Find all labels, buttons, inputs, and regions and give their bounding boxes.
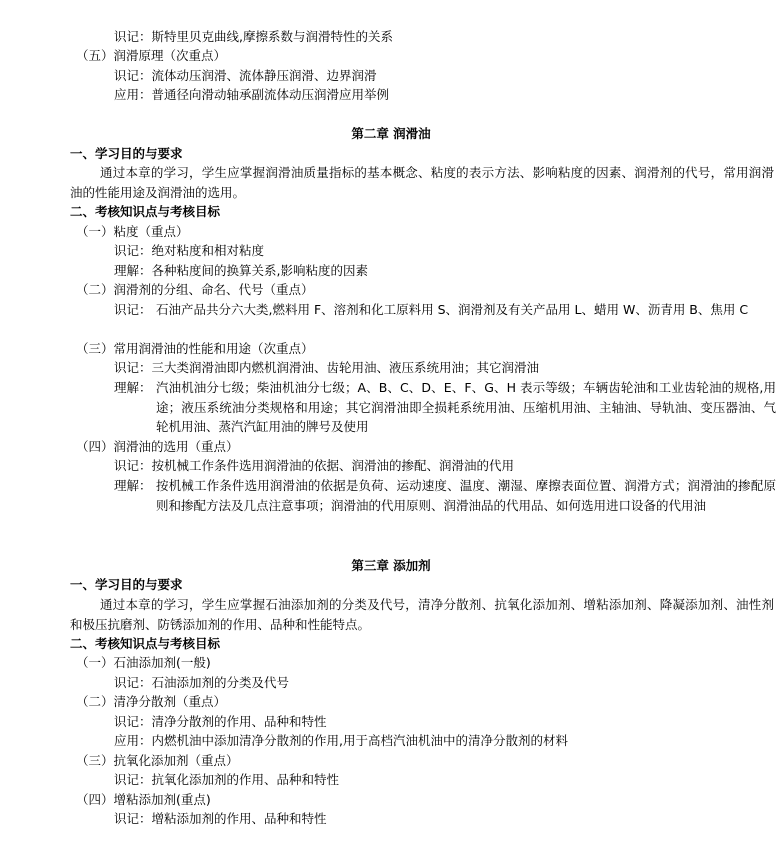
- item-text: 按机械工作条件选用润滑油的依据、润滑油的掺配、润滑油的代用: [151, 458, 515, 473]
- item-text: 内燃机油中添加清净分散剂的作用,用于高档汽油机油中的清净分散剂的材料: [151, 733, 568, 748]
- heading-objectives: 一、学习目的与要求: [70, 577, 183, 592]
- heading-objectives: 一、学习目的与要求: [70, 146, 183, 161]
- item-label: 识记：: [114, 243, 152, 258]
- intro-paragraph: 通过本章的学习，学生应掌握润滑油质量指标的基本概念、粘度的表示方法、影响粘度的因素、润滑剂的代号，常用润滑油的性能用途及润滑油的选用。: [70, 165, 774, 200]
- item-text: 抗氧化添加剂的作用、品种和特性: [151, 772, 340, 787]
- section-heading: （三）抗氧化添加剂（重点）: [76, 753, 239, 768]
- item-label: 应用：: [114, 87, 152, 102]
- item-line: [114, 261, 368, 281]
- item-line: [114, 673, 289, 693]
- item-text: 各种粘度间的换算关系,影响粘度的因素: [151, 263, 368, 278]
- item-line: [114, 66, 377, 86]
- item-text: 流体动压润滑、流体静压润滑、边界润滑: [151, 68, 377, 83]
- item-line: [114, 241, 264, 261]
- item-line: [114, 27, 393, 47]
- item-label: 应用：: [114, 733, 152, 748]
- item-block: [114, 378, 776, 437]
- item-text: 绝对粘度和相对粘度: [151, 243, 265, 258]
- item-text: 石油产品共分六大类,燃料用 F、溶剂和化工原料用 S、润滑剂及有关产品用 L、蜡用 W、沥青用 B、焦用 C: [156, 302, 749, 317]
- item-label: 识记：: [114, 714, 152, 729]
- item-label: 识记：: [114, 29, 152, 44]
- section-heading: （一）粘度（重点）: [76, 224, 189, 239]
- item-text: 石油添加剂的分类及代号: [151, 675, 290, 690]
- item-text: 按机械工作条件选用润滑油的依据是负荷、运动速度、温度、潮湿、摩擦表面位置、润滑方式；润滑油的掺配原则和掺配方法及几点注意事项；润滑油的代用原则、润滑油品的代用品、如何选用进口设备的代用油: [156, 478, 776, 513]
- item-block: [114, 300, 776, 320]
- section-heading: （四）润滑油的选用（重点）: [76, 439, 239, 454]
- item-text: 清净分散剂的作用、品种和特性: [151, 714, 327, 729]
- section-heading: （二）清净分散剂（重点）: [76, 694, 227, 709]
- item-line: [114, 770, 339, 790]
- heading-exam-points: 二、考核知识点与考核目标: [70, 204, 221, 219]
- item-line: [114, 712, 327, 732]
- item-label: 识记：: [114, 811, 152, 826]
- item-label: 识记：: [114, 302, 152, 317]
- item-label: 理解：: [114, 380, 152, 395]
- item-block: [114, 476, 776, 515]
- item-label: 识记：: [114, 675, 152, 690]
- item-label: 识记：: [114, 772, 152, 787]
- heading-exam-points: 二、考核知识点与考核目标: [70, 636, 221, 651]
- item-text: 斯特里贝克曲线,摩擦系数与润滑特性的关系: [151, 29, 393, 44]
- item-label: 理解：: [114, 263, 152, 278]
- item-line: [114, 809, 327, 829]
- section-heading: （二）润滑剂的分组、命名、代号（重点）: [76, 282, 314, 297]
- section-heading: （五）润滑原理（次重点）: [76, 48, 227, 63]
- section-heading: （四）增粘添加剂(重点): [76, 792, 211, 807]
- chapter-title: 第三章 添加剂: [351, 558, 431, 573]
- item-line: [114, 358, 539, 378]
- item-label: 识记：: [114, 68, 152, 83]
- item-text: 三大类润滑油即内燃机润滑油、齿轮用油、液压系统用油；其它润滑油: [151, 360, 540, 375]
- item-line: [114, 731, 568, 751]
- item-label: 识记：: [114, 458, 152, 473]
- item-label: 理解：: [114, 478, 152, 493]
- item-text: 普通径向滑动轴承副流体动压润滑应用举例: [151, 87, 390, 102]
- item-label: 识记：: [114, 360, 152, 375]
- intro-paragraph: 通过本章的学习，学生应掌握石油添加剂的分类及代号，清净分散剂、抗氧化添加剂、增粘添加剂、降凝添加剂、油性剂和极压抗磨剂、防锈添加剂的作用、品种和性能特点。: [70, 597, 774, 632]
- item-text: 增粘添加剂的作用、品种和特性: [151, 811, 327, 826]
- item-text: 汽油机油分七级；柴油机油分七级；A、B、C、D、E、F、G、H 表示等级；车辆齿轮油和工业齿轮油的规格,用途；液压系统油分类规格和用途；其它润滑油即全损耗系统用油、压缩机用油、主轴油、导轨油、变压器油、气轮机用油、蒸汽汽缸用油的牌号及使用: [156, 380, 776, 434]
- chapter-title: 第二章 润滑油: [351, 126, 431, 141]
- section-heading: （一）石油添加剂(一般): [76, 655, 211, 670]
- item-line: [114, 85, 389, 105]
- section-heading: （三）常用润滑油的性能和用途（次重点）: [76, 341, 314, 356]
- item-line: [114, 456, 514, 476]
